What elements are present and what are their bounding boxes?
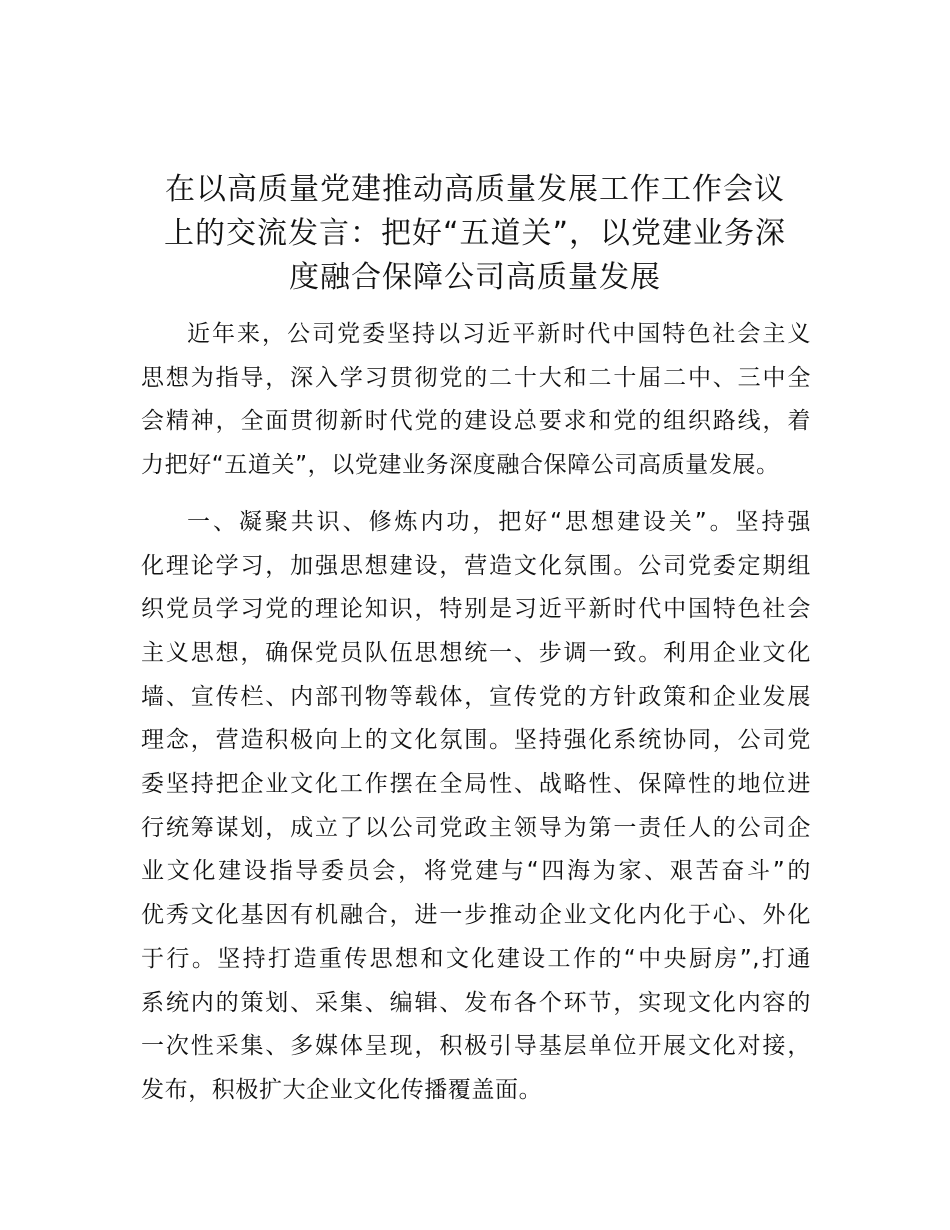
text-line: 委坚持把企业文化工作摆在全局性、战略性、保障性的地位进 bbox=[141, 771, 811, 798]
text-line: 发布，积极扩大企业文化传播覆盖面。 bbox=[141, 1076, 543, 1103]
text-line: 行统筹谋划，成立了以公司党政主领导为第一责任人的公司企 bbox=[141, 814, 811, 841]
text-line: 业文化建设指导委员会，将党建与“四海为家、艰苦奋斗”的 bbox=[141, 858, 811, 885]
text-line: 优秀文化基因有机融合，进一步推动企业文化内化于心、外化 bbox=[141, 902, 811, 929]
text-line: 一、凝聚共识、修炼内功，把好“思想建设关”。坚持强 bbox=[187, 508, 811, 535]
document-title bbox=[120, 168, 830, 300]
text-line: 主义思想，确保党员队伍思想统一、步调一致。利用企业文化 bbox=[141, 639, 811, 666]
text-line: 思想为指导，深入学习贯彻党的二十大和二十届二中、三中全 bbox=[141, 364, 811, 391]
title-line: 在以高质量党建推动高质量发展工作工作会议 bbox=[165, 172, 785, 207]
document-body bbox=[141, 313, 811, 1113]
text-line: 于行。坚持打造重传思想和文化建设工作的“中央厨房”,打通 bbox=[141, 945, 811, 972]
text-line: 化理论学习，加强思想建设，营造文化氛围。公司党委定期组 bbox=[141, 552, 811, 579]
text-line: 墙、宣传栏、内部刊物等载体，宣传党的方针政策和企业发展 bbox=[141, 683, 811, 710]
text-line: 会精神，全面贯彻新时代党的建设总要求和党的组织路线，着 bbox=[141, 408, 811, 435]
text-line: 织党员学习党的理论知识，特别是习近平新时代中国特色社会 bbox=[141, 596, 811, 623]
text-line: 理念，营造积极向上的文化氛围。坚持强化系统协同，公司党 bbox=[141, 727, 811, 754]
text-line: 系统内的策划、采集、编辑、发布各个环节，实现文化内容的 bbox=[141, 989, 811, 1016]
text-line: 一次性采集、多媒体呈现，积极引导基层单位开展文化对接， bbox=[141, 1033, 811, 1060]
text-line: 力把好“五道关”，以党建业务深度融合保障公司高质量发展。 bbox=[141, 452, 780, 479]
paragraph-section-one bbox=[141, 501, 811, 1113]
text-line: 近年来，公司党委坚持以习近平新时代中国特色社会主义 bbox=[187, 321, 811, 347]
paragraph-intro bbox=[141, 313, 811, 488]
title-line: 度融合保障公司高质量发展 bbox=[289, 260, 661, 295]
title-line: 上的交流发言：把好“五道关”，以党建业务深 bbox=[163, 216, 787, 251]
